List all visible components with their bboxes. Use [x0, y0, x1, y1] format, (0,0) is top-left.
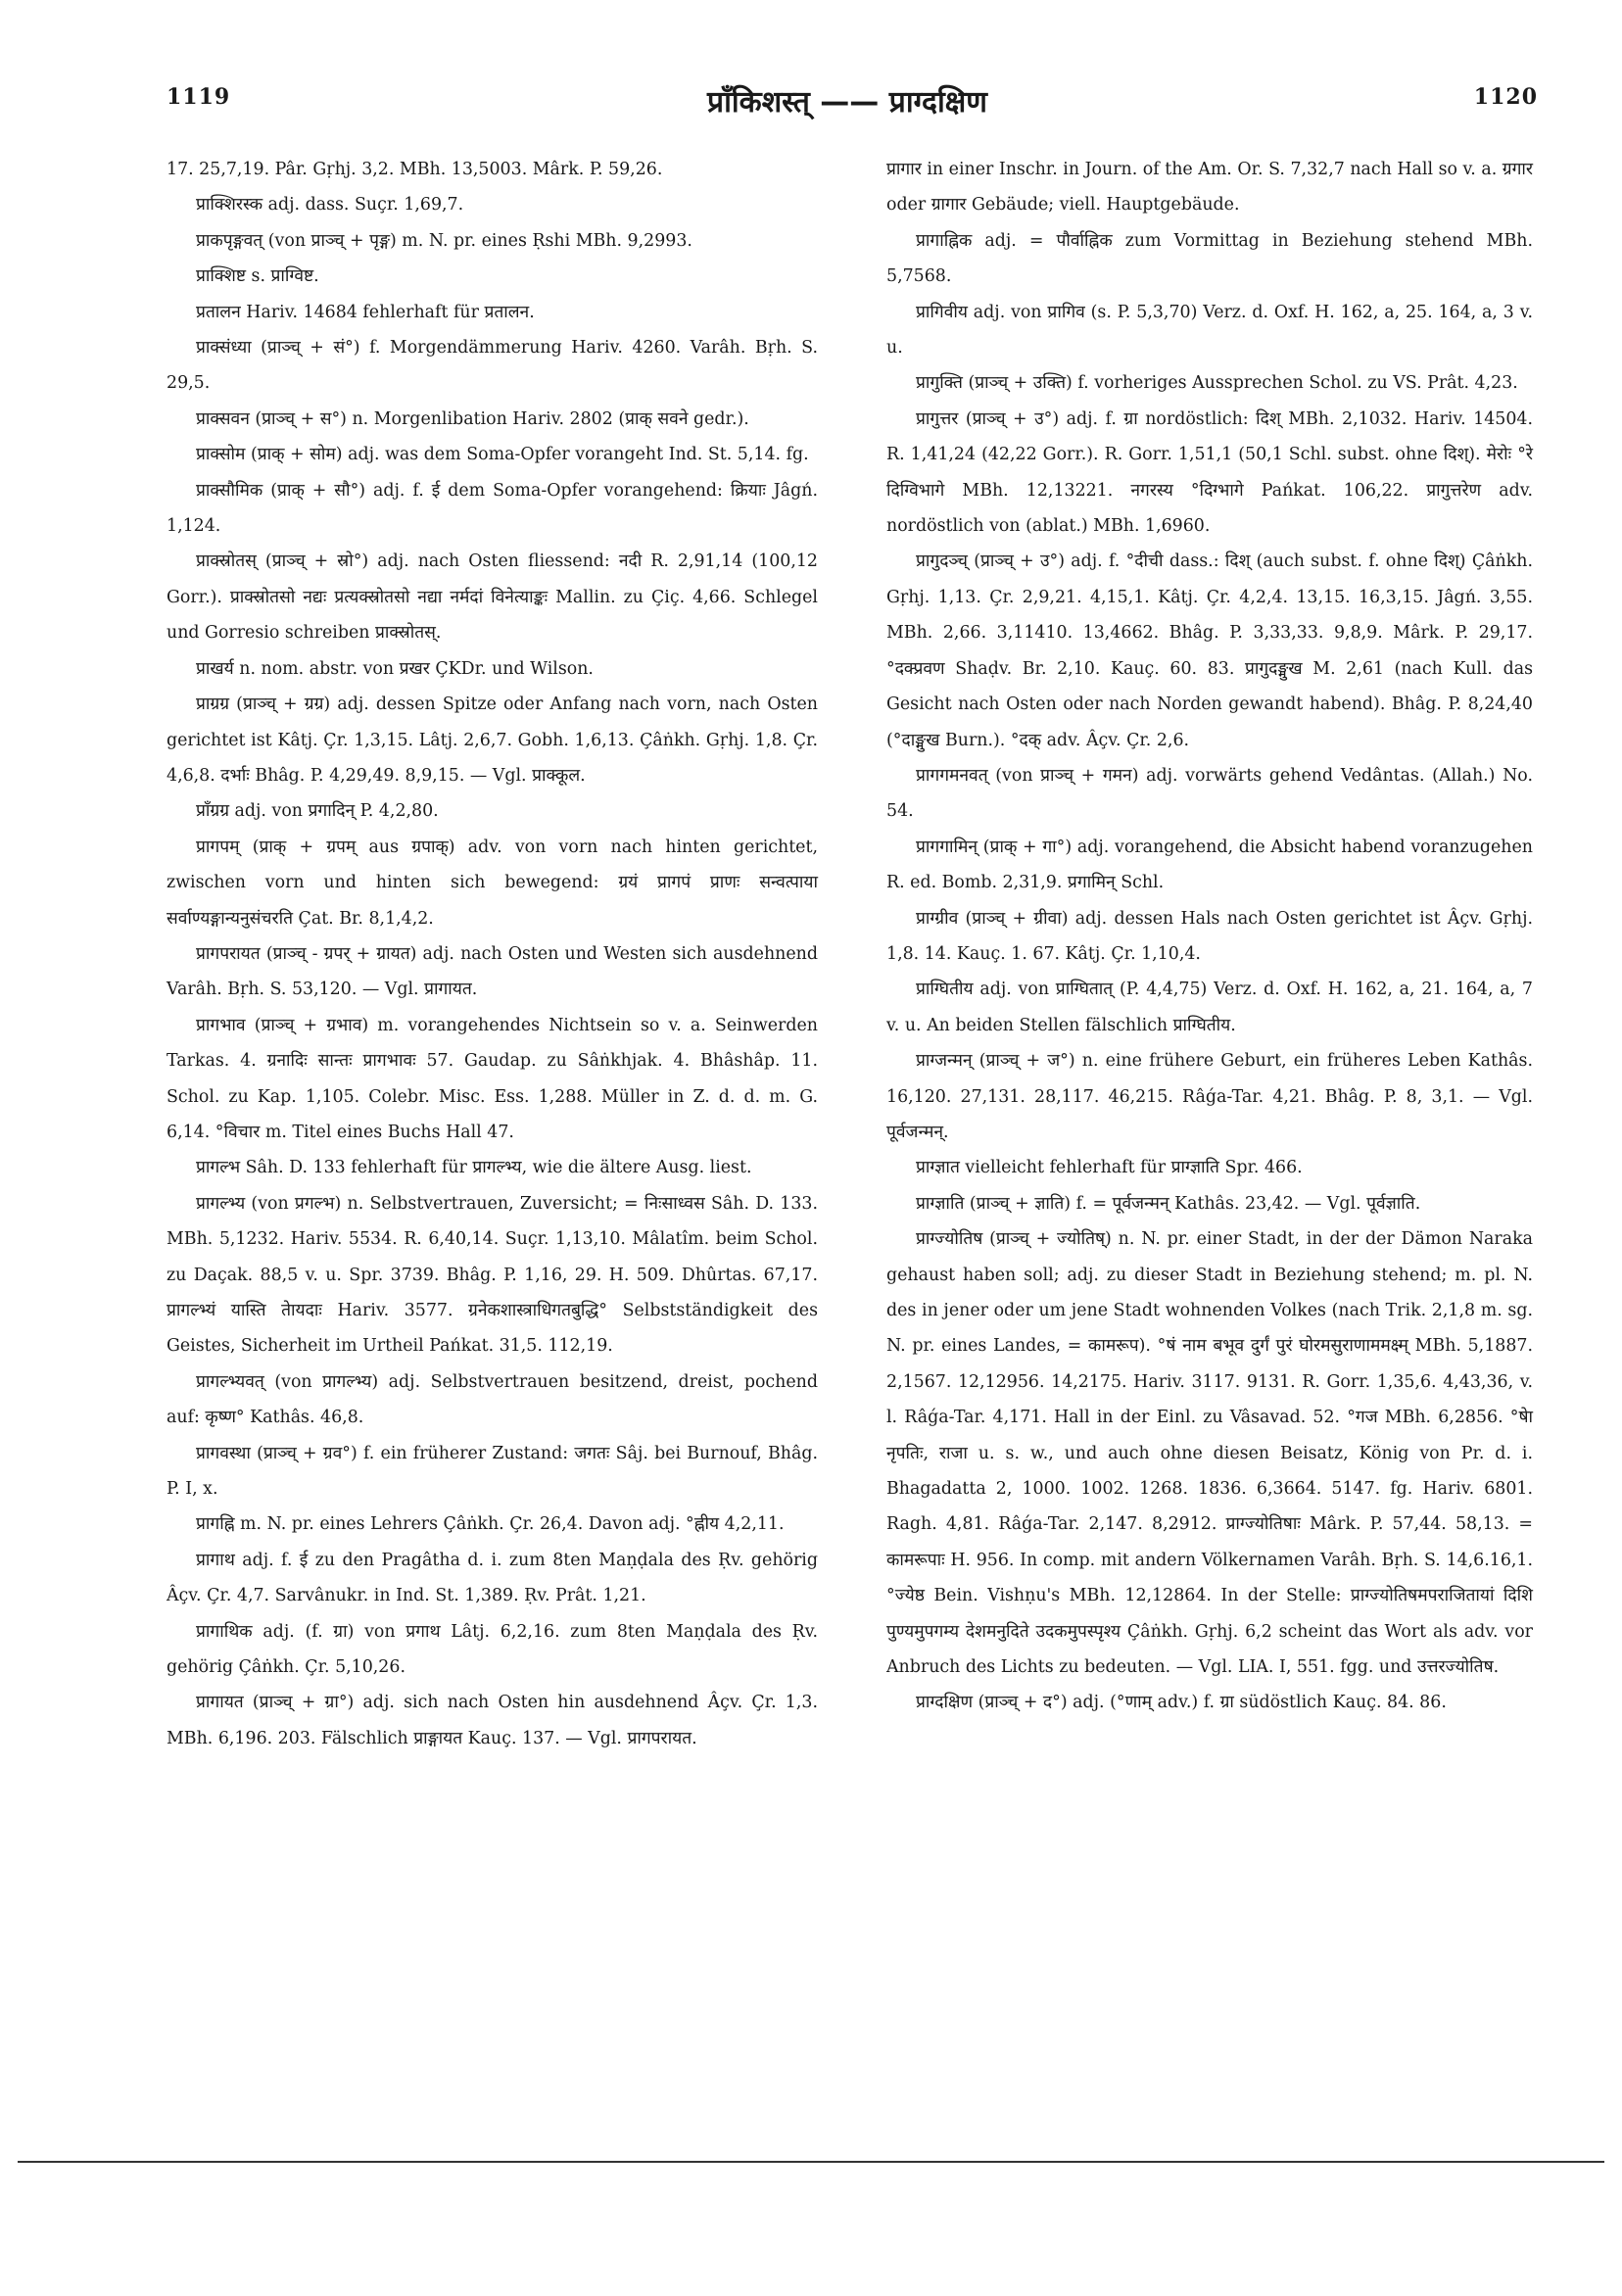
dictionary-entry: प्राग्ज्ञाति (प्राञ्च् + ज्ञाति) f. = पूर्वजन्मन् Kathâs. 23,42. — Vgl. पूर्वज्ञाति.	[916, 1193, 1421, 1214]
running-title: प्राँकिशस्त् —— प्राग्दक्षिण	[707, 85, 987, 120]
dictionary-entry: प्राक्शिष्ट s. प्राग्विष्ट.	[196, 266, 319, 287]
dictionary-entry: प्रागुत्तर (प्राञ्च् + उ°) adj. f. ग्रा nordöstlich: दिश् MBh. 2,1032. Hariv. 14504. R. 1,41,24 (42,22 Gorr.). R. Gorr. 1,51,1 (50,1 Schl. subst. ohne दिश्). मेरोः °रे दिग्विभागे MBh. 12,13221. नगरस्य °दिग्भागे Pańkat. 106,22. प्रागुत्तरेण adv. nordöstlich von (ablat.) MBh. 1,6960.	[886, 408, 1533, 537]
dictionary-entry: प्रागगामिन् (प्राक् + गा°) adj. vorangehend, die Absicht habend voranzugehen R. ed. Bomb. 2,31,9. प्रगामिन् Schl.	[886, 837, 1533, 893]
dictionary-entry: प्राक्संध्या (प्राञ्च् + सं°) f. Morgendämmerung Hariv. 4260. Varâh. Bṛh. S. 29,5.	[167, 338, 818, 394]
dictionary-entry: प्रागुदञ्च् (प्राञ्च् + उ°) adj. f. °दीची dass.: दिश् (auch subst. f. ohne दिश्) Çâṅkh. Gṛhj. 1,13. Çr. 2,9,21. 4,15,1. Kâtj. Çr. 4,2,4. 13,15. 16,3,15. Jâgń. 3,55. MBh. 2,66. 3,11410. 13,4662. Bhâg. P. 3,33,33. 9,8,9. Mârk. P. 29,17. °दक्प्रवण Shaḍv. Br. 2,10. Kauç. 60. 83. प्रागुदङ्मुख M. 2,61 (nach Kull. das Gesicht nach Osten oder nach Norden gewandt habend). Bhâg. P. 8,24,40 (°दाङ्मुख Burn.). °दक् adv. Âçv. Çr. 2,6.	[886, 551, 1533, 750]
dictionary-entry: प्राग्ग्रीव (प्राञ्च् + ग्रीवा) adj. dessen Hals nach Osten gerichtet ist Âçv. Gṛhj. 1,8. 14. Kauç. 1. 67. Kâtj. Çr. 1,10,4.	[886, 908, 1533, 964]
dictionary-entry: प्रागवस्था (प्राञ्च् + ग्रव°) f. ein früherer Zustand: जगतः Sâj. bei Burnouf, Bhâg. P. I, x.	[167, 1443, 818, 1500]
dictionary-entry: प्रागाथ adj. f. ई zu den Pragâtha d. i. zum 8ten Maṇḍala des Ṛv. gehörig Âçv. Çr. 4,7. Sarvânukr. in Ind. St. 1,389. Ṛv. Prât. 1,21.	[167, 1550, 818, 1606]
dictionary-entry: प्राग्घितीय adj. von प्राग्घितात् (P. 4,4,75) Verz. d. Oxf. H. 162, a, 21. 164, a, 7 v. u. An beiden Stellen fälschlich प्राग्घितीय.	[886, 980, 1533, 1035]
dictionary-entry: प्राक्शिरस्क adj. dass. Suçr. 1,69,7.	[196, 195, 464, 215]
dictionary-entry: प्रागह्नि m. N. pr. eines Lehrers Çâṅkh. Çr. 26,4. Davon adj. °ह्नीय 4,2,11.	[196, 1514, 785, 1535]
page-number-right: 1120	[1473, 84, 1538, 110]
dictionary-entry: प्रागिवीय adj. von प्रागिव (s. P. 5,3,70) Verz. d. Oxf. H. 162, a, 25. 164, a, 3 v. u.	[886, 302, 1533, 359]
dictionary-entry: 17. 25,7,19. Pâr. Gṛhj. 3,2. MBh. 13,5003. Mârk. P. 59,26.	[167, 160, 663, 179]
dictionary-entry: प्रतालन Hariv. 14684 fehlerhaft für प्रतालन.	[196, 302, 535, 322]
dictionary-entry: प्रागार in einer Inschr. in Journ. of the Am. Or. S. 7,32,7 nach Hall so v. a. ग्रगार oder ग्रागार Gebäude; viell. Hauptgebäude.	[886, 160, 1533, 215]
left-column	[167, 152, 818, 1756]
dictionary-entry: प्राग्दक्षिण (प्राञ्च् + द°) adj. (°णाम् adv.) f. ग्रा südöstlich Kauç. 84. 86.	[916, 1693, 1447, 1713]
dictionary-entry: प्रागुक्ति (प्राञ्च् + उक्ति) f. vorheriges Aussprechen Schol. zu VS. Prât. 4,23.	[916, 373, 1518, 394]
dictionary-entry: प्राग्रग्र (प्राञ्च् + ग्रग्र) adj. dessen Spitze oder Anfang nach vorn, nach Osten gerichtet ist Kâtj. Çr. 1,3,15. Lâtj. 2,6,7. Gobh. 1,6,13. Çâṅkh. Gṛhj. 1,8. Çr. 4,6,8. दर्भाः Bhâg. P. 4,29,49. 8,9,15. — Vgl. प्राक्कूल.	[167, 694, 818, 786]
dictionary-entry: प्रागभाव (प्राञ्च् + ग्रभाव) m. vorangehendes Nichtsein so v. a. Seinwerden Tarkas. 4. ग्रनादिः सान्तः प्रागभावः 57. Gaudap. zu Sâṅkhjak. 4. Bhâshâp. 11. Schol. zu Kap. 1,105. Colebr. Misc. Ess. 1,288. Müller in Z. d. d. m. G. 6,14. °विचार m. Titel eines Buchs Hall 47.	[167, 1015, 818, 1142]
dictionary-entry: प्राग्ज्ञात vielleicht fehlerhaft für प्राग्ज्ञाति Spr. 466.	[916, 1158, 1303, 1178]
dictionary-entry: प्रागगमनवत् (von प्राञ्च् + गमन) adj. vorwärts gehend Vedântas. (Allah.) No. 54.	[886, 765, 1533, 822]
dictionary-entry: प्रागपम् (प्राक् + ग्रपम् aus ग्रपाक्) adv. von vorn nach hinten gerichtet, zwischen vorn und hinten sich bewegend: ग्रयं प्रागपं प्राणः सन्वत्पाया सर्वाण्यङ्गान्यनुसंचरति Çat. Br. 8,1,4,2.	[167, 837, 818, 929]
dictionary-entry: प्रागाह्निक adj. = पौर्वाह्निक zum Vormittag in Beziehung stehend MBh. 5,7568.	[886, 230, 1533, 287]
dictionary-entry: प्राँग्रग्र adj. von प्रगादिन् P. 4,2,80.	[196, 801, 439, 822]
dictionary-entry: प्राखर्य n. nom. abstr. von प्रखर ÇKDr. und Wilson.	[196, 658, 594, 679]
dictionary-entry: प्राग्जन्मन् (प्राञ्च् + ज°) n. eine frühere Geburt, ein früheres Leben Kathâs. 16,120. 27,131. 28,117. 46,215. Râǵa-Tar. 4,21. Bhâg. P. 8, 3,1. — Vgl. पूर्वजन्मन्.	[886, 1051, 1533, 1142]
dictionary-entry: प्राक्सोम (प्राक् + सोम) adj. was dem Soma-Opfer vorangeht Ind. St. 5,14. fg.	[196, 445, 809, 465]
dictionary-entry: प्राक्स्रोतस् (प्राञ्च् + स्रो°) adj. nach Osten fliessend: नदी R. 2,91,14 (100,12 Gorr.). प्राक्स्रोतसो नद्यः प्रत्यक्स्रोतसो नद्या नर्मदां विनेत्याङ्कः Mallin. zu Çiç. 4,66. Schlegel und Gorresio schreiben प्राक्स्रोतस्.	[167, 551, 818, 644]
footer-rule	[18, 2161, 1604, 2163]
dictionary-entry: प्राकपृङ्गवत् (von प्राञ्च् + पृङ्ग) m. N. pr. eines Ṛshi MBh. 9,2993.	[196, 230, 692, 251]
dictionary-entry: प्राक्सवन (प्राञ्च् + स°) n. Morgenlibation Hariv. 2802 (प्राक् सवने gedr.).	[196, 408, 749, 429]
right-column	[886, 152, 1533, 1721]
dictionary-entry: प्रागल्भ्य (von प्रगल्भ) n. Selbstvertrauen, Zuversicht; = निःसाध्वस Sâh. D. 133. MBh. 5,1232. Hariv. 5534. R. 6,40,14. Suçr. 1,13,10. Mâlatîm. beim Schol. zu Daçak. 88,5 v. u. Spr. 3739. Bhâg. P. 1,16, 29. H. 509. Dhûrtas. 67,17. प्रागल्भ्यं यास्ति तेायदाः Hariv. 3577. ग्रनेकशास्त्राधिगतबुद्धि° Selbstständigkeit des Geistes, Sicherheit im Urtheil Pańkat. 31,5. 112,19.	[167, 1193, 818, 1357]
dictionary-entry: प्रागाथिक adj. (f. ग्रा) von प्रगाथ Lâtj. 6,2,16. zum 8ten Maṇḍala des Ṛv. gehörig Çâṅkh. Çr. 5,10,26.	[167, 1621, 818, 1678]
dictionary-entry: प्रागल्भ Sâh. D. 133 fehlerhaft für प्रागल्भ्य, wie die ältere Ausg. liest.	[196, 1158, 752, 1178]
dictionary-entry: प्रागल्भ्यवत् (von प्रागल्भ्य) adj. Selbstvertrauen besitzend, dreist, pochend auf: कृष्ण° Kathâs. 46,8.	[167, 1371, 818, 1428]
page-header	[157, 84, 1538, 127]
dictionary-entry: प्राग्ज्योतिष (प्राञ्च् + ज्योतिष्) n. N. pr. einer Stadt, in der der Dämon Naraka gehaust haben soll; adj. zu dieser Stadt in Beziehung stehend; m. pl. N. des in jener oder um jene Stadt wohnenden Volkes (nach Trik. 2,1,8 m. sg. N. pr. eines Landes, = कामरूप). °षं नाम बभूव दुर्गं पुरं घोरमसुराणाममक्ष्म् MBh. 5,1887. 2,1567. 12,12956. 14,2175. Hariv. 3117. 9131. R. Gorr. 1,35,6. 4,43,36, v. l. Râǵa-Tar. 4,171. Hall in der Einl. zu Vâsavad. 52. °गज MBh. 6,2856. °षेा नृपतिः, राजा u. s. w., und auch ohne diesen Beisatz, König von Pr. d. i. Bhagadatta 2, 1000. 1002. 1268. 1836. 6,3664. 5147. fg. Hariv. 6801. Ragh. 4,81. Râǵa-Tar. 2,147. 8,2912. प्राग्ज्योतिषाः Mârk. P. 57,44. 58,13. = कामरूपाः H. 956. In comp. mit andern Völkernamen Varâh. Bṛh. S. 14,6.16,1. °ज्येष्ठ Bein. Vishṇu's MBh. 12,12864. In der Stelle: प्राग्ज्योतिषमपराजितायां दिशि पुण्यमुपगम्य देशमनुदिते उदकमुपस्पृश्य Çâṅkh. Gṛhj. 6,2 scheint das Wort als adv. vor Anbruch des Lichts zu bedeuten. — Vgl. LIA. I, 551. fgg. und उत्तरज्योतिष.	[886, 1229, 1533, 1678]
dictionary-entry: प्राक्सौमिक (प्राक् + सौ°) adj. f. ई dem Soma-Opfer vorangehend: क्रियाः Jâgń. 1,124.	[167, 480, 818, 537]
dictionary-entry: प्रागपरायत (प्राञ्च् - ग्रपर् + ग्रायत) adj. nach Osten und Westen sich ausdehnend Varâh. Bṛh. S. 53,120. — Vgl. प्रागायत.	[167, 943, 818, 1000]
dictionary-entry: प्रागायत (प्राञ्च् + ग्रा°) adj. sich nach Osten hin ausdehnend Âçv. Çr. 1,3. MBh. 6,196. 203. Fälschlich प्राङ्गायत Kauç. 137. — Vgl. प्रागपरायत.	[167, 1693, 818, 1748]
page-number-left: 1119	[167, 84, 231, 110]
